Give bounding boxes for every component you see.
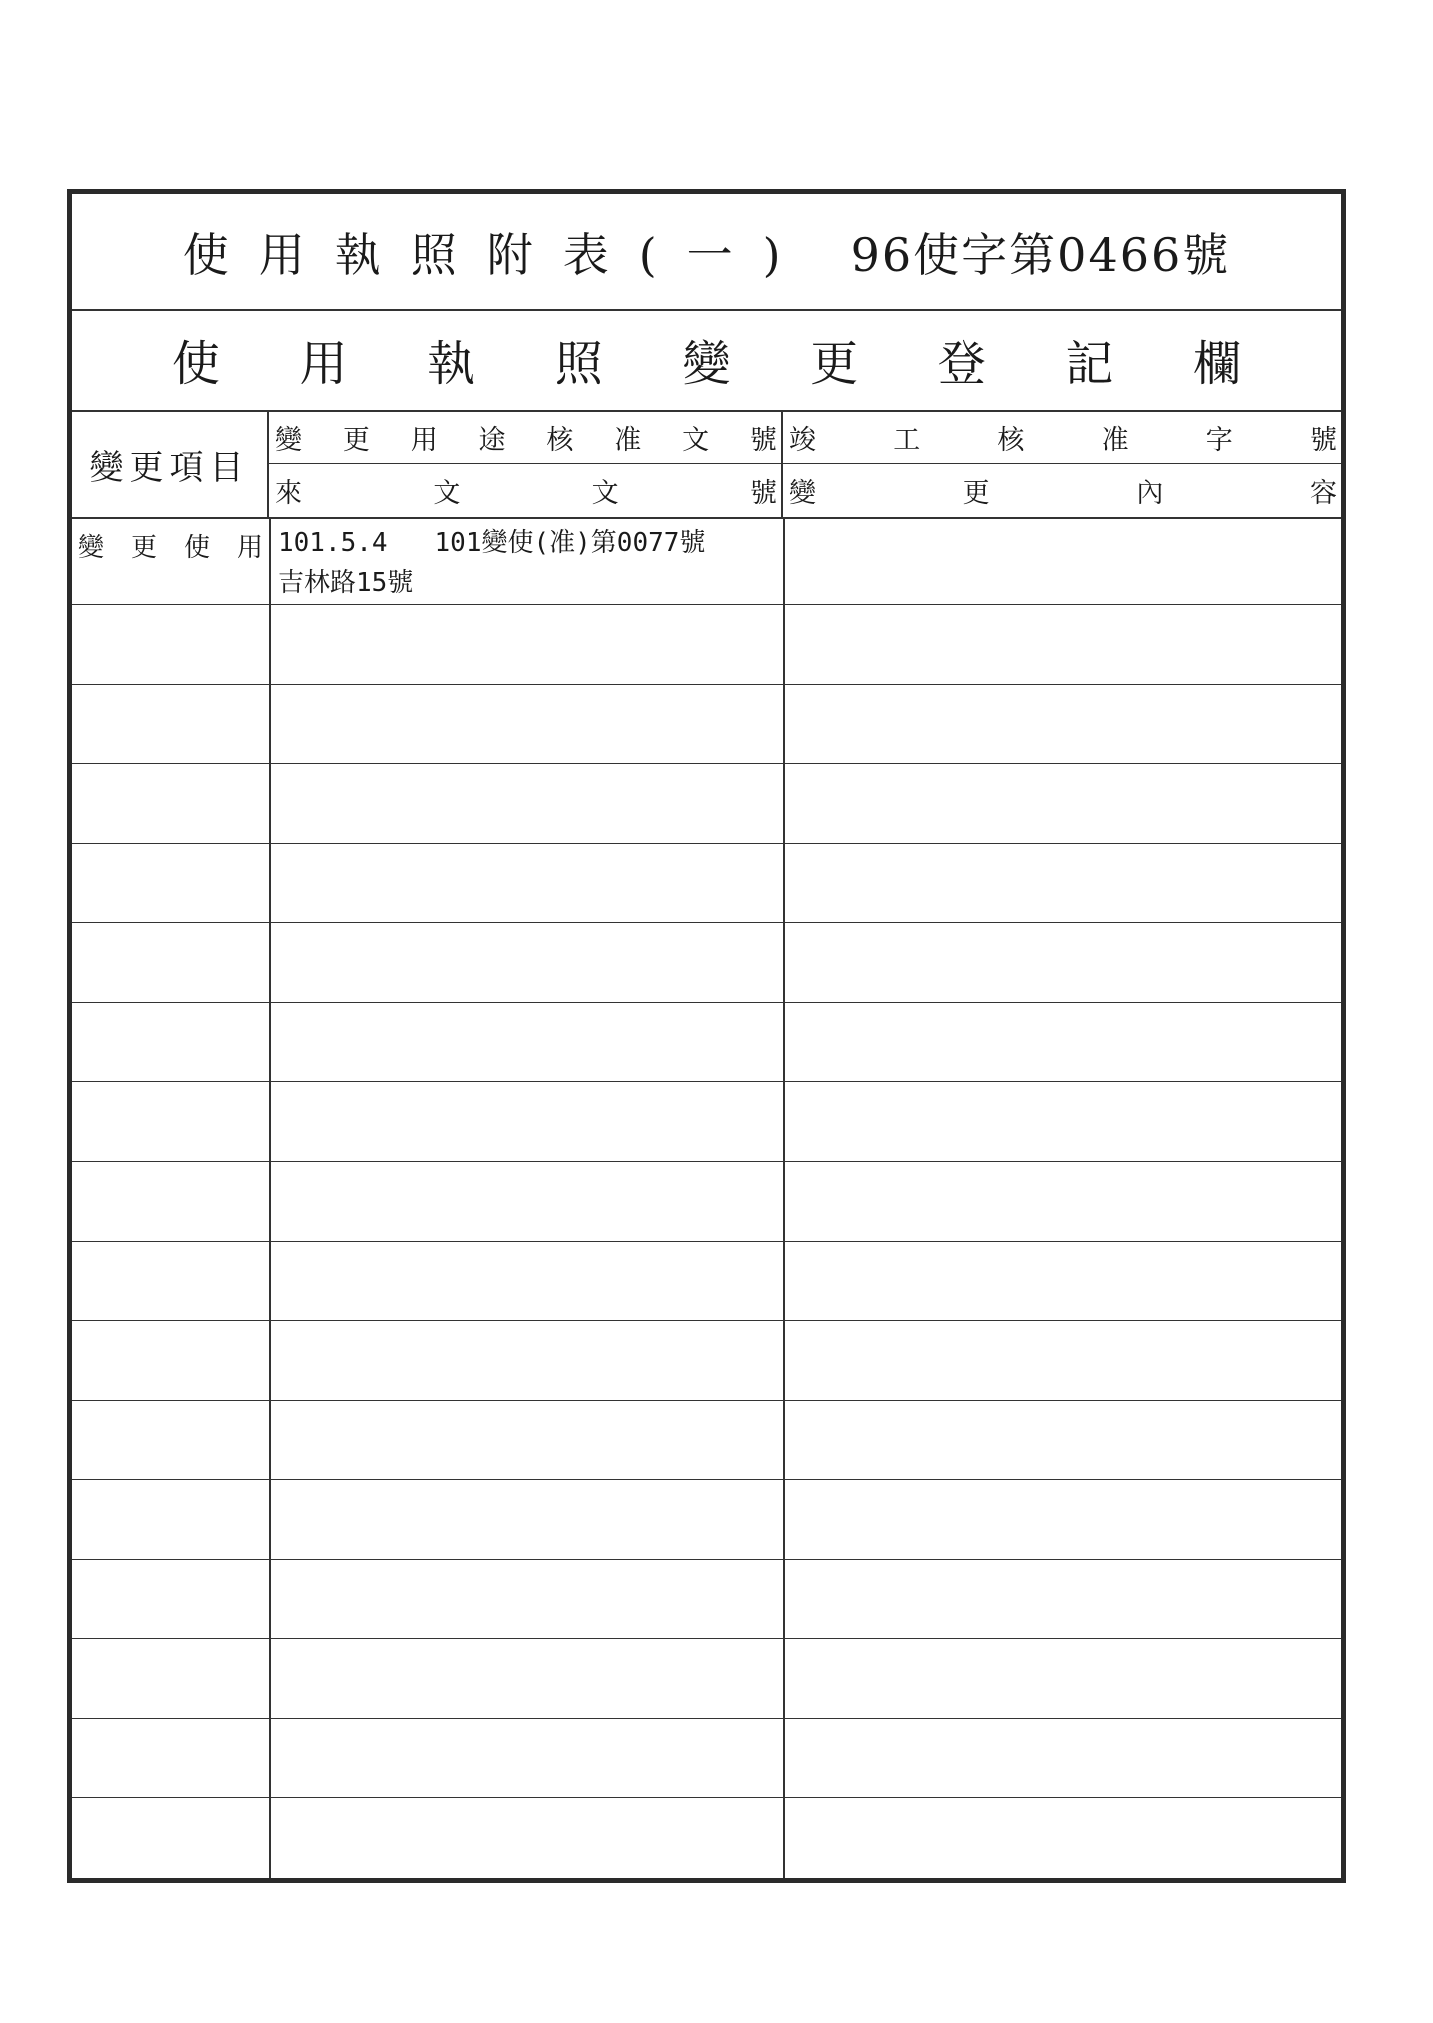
subtitle-char: 登: [937, 336, 986, 392]
subtitle-char: 欄: [1193, 336, 1242, 392]
header-char: 工: [893, 425, 921, 456]
table-row: [72, 1242, 1341, 1322]
header-char: 號: [1309, 425, 1337, 456]
header-char: 號: [749, 425, 777, 456]
table-row: [72, 923, 1341, 1003]
subtitle-char: 執: [427, 336, 476, 392]
change-item-char: 變: [78, 533, 105, 563]
header-char: 文: [433, 478, 461, 509]
header-approval-doc-number: [269, 412, 783, 464]
table-row: [72, 1639, 1341, 1719]
header-char: 竣: [789, 425, 816, 456]
header-completion-approval-number: [783, 412, 1341, 464]
change-item-char: 用: [236, 533, 263, 563]
table-row: [72, 1719, 1341, 1799]
header-char: 准: [614, 425, 642, 456]
header-change-content: [783, 464, 1341, 517]
table-row: [72, 685, 1341, 765]
subtitle-char: 照: [554, 336, 603, 392]
subtitle-char: 用: [299, 336, 348, 392]
table-row: [72, 1798, 1341, 1878]
table-row: [72, 764, 1341, 844]
address: 吉林路15號: [278, 568, 414, 598]
change-item-cell: [78, 527, 263, 564]
header-char: 更: [962, 478, 990, 509]
table-header: [72, 412, 1341, 519]
header-char: 變: [789, 478, 816, 509]
approval-doc-cell: [278, 523, 705, 603]
header-char: 准: [1101, 425, 1129, 456]
form-subtitle-row: [72, 309, 1341, 412]
subtitle-char: 更: [810, 336, 859, 392]
table-row: [72, 1560, 1341, 1640]
table-row: [72, 1401, 1341, 1481]
header-char: 變: [275, 425, 302, 456]
header-char: 文: [591, 478, 619, 509]
header-char: 字: [1205, 425, 1233, 456]
subtitle-char: 記: [1065, 336, 1114, 392]
table-row: [72, 517, 1341, 605]
table-row: [72, 605, 1341, 685]
change-item-char: 使: [183, 533, 210, 563]
header-char: 內: [1136, 478, 1164, 509]
table-row: [72, 1480, 1341, 1560]
header-char: 核: [546, 425, 574, 456]
header-char: 途: [478, 425, 506, 456]
header-char: 更: [342, 425, 370, 456]
header-char: 核: [997, 425, 1025, 456]
form-title: 使用執照附表(一): [182, 227, 811, 282]
table-row: [72, 1082, 1341, 1162]
header-char: 號: [749, 478, 777, 509]
header-char: 容: [1309, 478, 1337, 509]
subtitle-char: 使: [171, 336, 220, 392]
header-incoming-doc-number: [269, 464, 783, 517]
header-change-item: 變更項目: [72, 412, 269, 517]
table-row: [72, 844, 1341, 924]
license-number: 96使字第0466號: [850, 227, 1231, 282]
table-body: [72, 517, 1341, 1878]
header-char: 來: [275, 478, 302, 509]
table-row: [72, 1003, 1341, 1083]
subtitle-char: 變: [682, 336, 731, 392]
table-row: [72, 1162, 1341, 1242]
approval-doc-number: 101.5.4 101變使(准)第0077號: [278, 528, 706, 558]
form-title-row: [72, 194, 1341, 311]
header-char: 用: [410, 425, 438, 456]
change-item-char: 更: [130, 533, 157, 563]
table-row: [72, 1321, 1341, 1401]
header-char: 文: [682, 425, 710, 456]
usage-license-attachment-form: [67, 189, 1346, 1883]
